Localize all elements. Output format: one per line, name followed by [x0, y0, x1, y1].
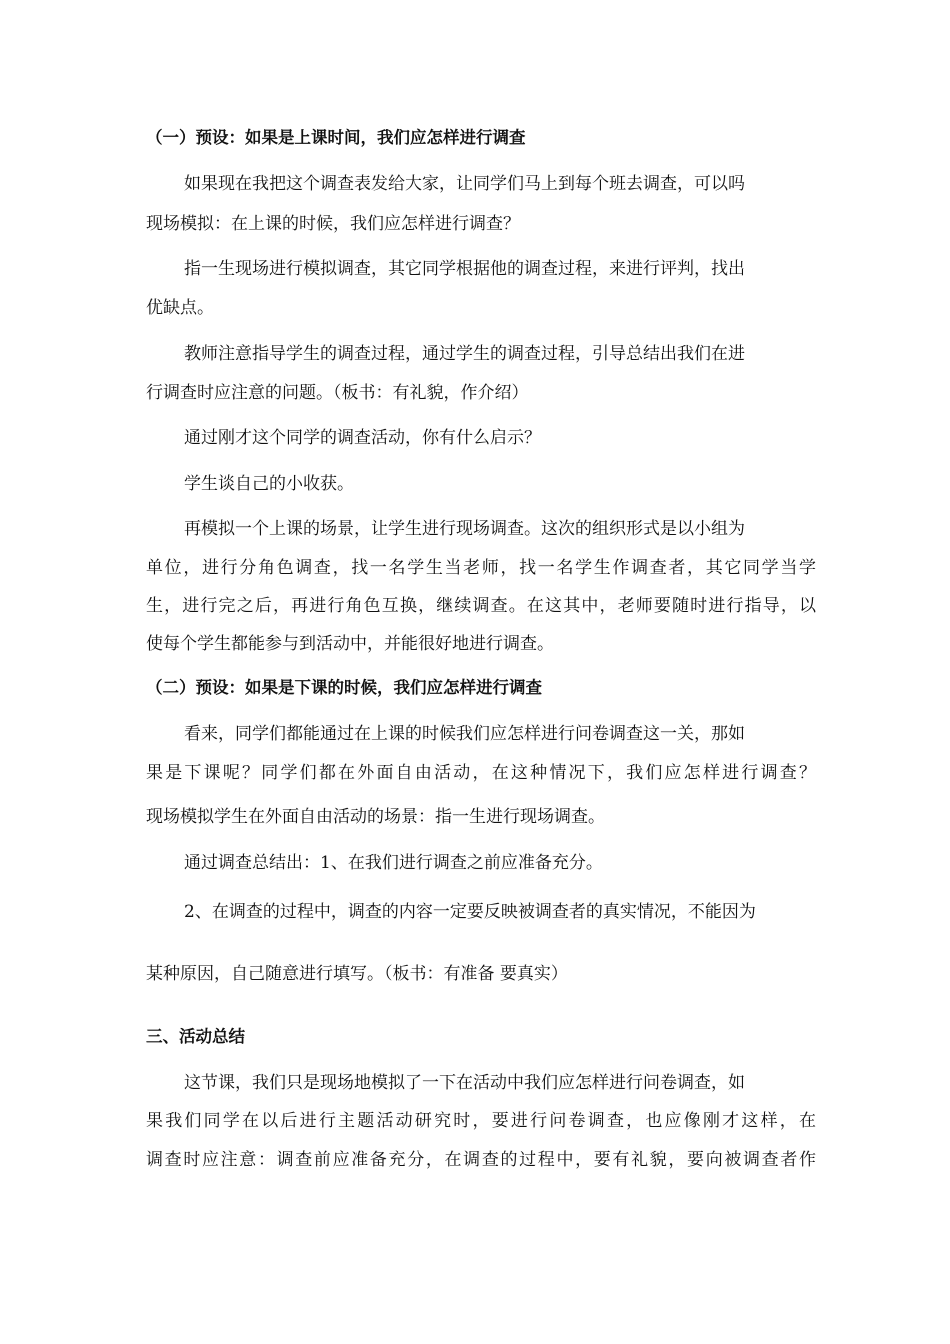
paragraph-line: 通过刚才这个同学的调查活动，你有什么启示？	[184, 428, 541, 448]
paragraph-line: 调查时应注意：调查前应准备充分，在调查的过程中，要有礼貌，要向被调查者作	[146, 1150, 816, 1170]
paragraph-line: 果我们同学在以后进行主题活动研究时，要进行问卷调查，也应像刚才这样，在	[146, 1111, 816, 1131]
paragraph-line: 再模拟一个上课的场景，让学生进行现场调查。这次的组织形式是以小组为	[184, 519, 745, 539]
paragraph-line: 如果现在我把这个调查表发给大家，让同学们马上到每个班去调查，可以吗	[184, 174, 745, 194]
paragraph-line: 这节课，我们只是现场地模拟了一下在活动中我们应怎样进行问卷调查，如	[184, 1073, 745, 1093]
paragraph-line: 某种原因，自己随意进行填写。（板书：有准备 要真实）	[146, 964, 568, 984]
section-heading-2: （二）预设：如果是下课的时候，我们应怎样进行调查	[146, 678, 542, 697]
paragraph-line: 单位，进行分角色调查，找一名学生当老师，找一名学生作调查者，其它同学当学	[146, 558, 816, 578]
paragraph-line: 果是下课呢？同学们都在外面自由活动，在这种情况下，我们应怎样进行调查？	[146, 763, 816, 783]
paragraph-line: 现场模拟学生在外面自由活动的场景：指一生进行现场调查。	[146, 807, 605, 827]
paragraph-line: 看来，同学们都能通过在上课的时候我们应怎样进行问卷调查这一关，那如	[184, 724, 745, 744]
paragraph-line: 优缺点。	[146, 298, 214, 318]
paragraph-line: 指一生现场进行模拟调查，其它同学根据他的调查过程，来进行评判，找出	[184, 259, 745, 279]
paragraph-line: 教师注意指导学生的调查过程，通过学生的调查过程，引导总结出我们在进	[184, 344, 745, 364]
paragraph-line: 行调查时应注意的问题。（板书：有礼貌，作介绍）	[146, 383, 529, 403]
paragraph-line: 学生谈自己的小收获。	[184, 474, 354, 494]
paragraph-line: 通过调查总结出：1、在我们进行调查之前应准备充分。	[184, 853, 603, 873]
paragraph-line: 2、在调查的过程中，调查的内容一定要反映被调查者的真实情况，不能因为	[184, 902, 756, 922]
section-heading-1: （一）预设：如果是上课时间，我们应怎样进行调查	[146, 128, 526, 147]
paragraph-line: 现场模拟：在上课的时候，我们应怎样进行调查？	[146, 214, 520, 234]
paragraph-line: 使每个学生都能参与到活动中，并能很好地进行调查。	[146, 634, 554, 654]
section-heading-3: 三、活动总结	[146, 1027, 245, 1046]
paragraph-line: 生，进行完之后，再进行角色互换，继续调查。在这其中，老师要随时进行指导，以	[146, 596, 816, 616]
